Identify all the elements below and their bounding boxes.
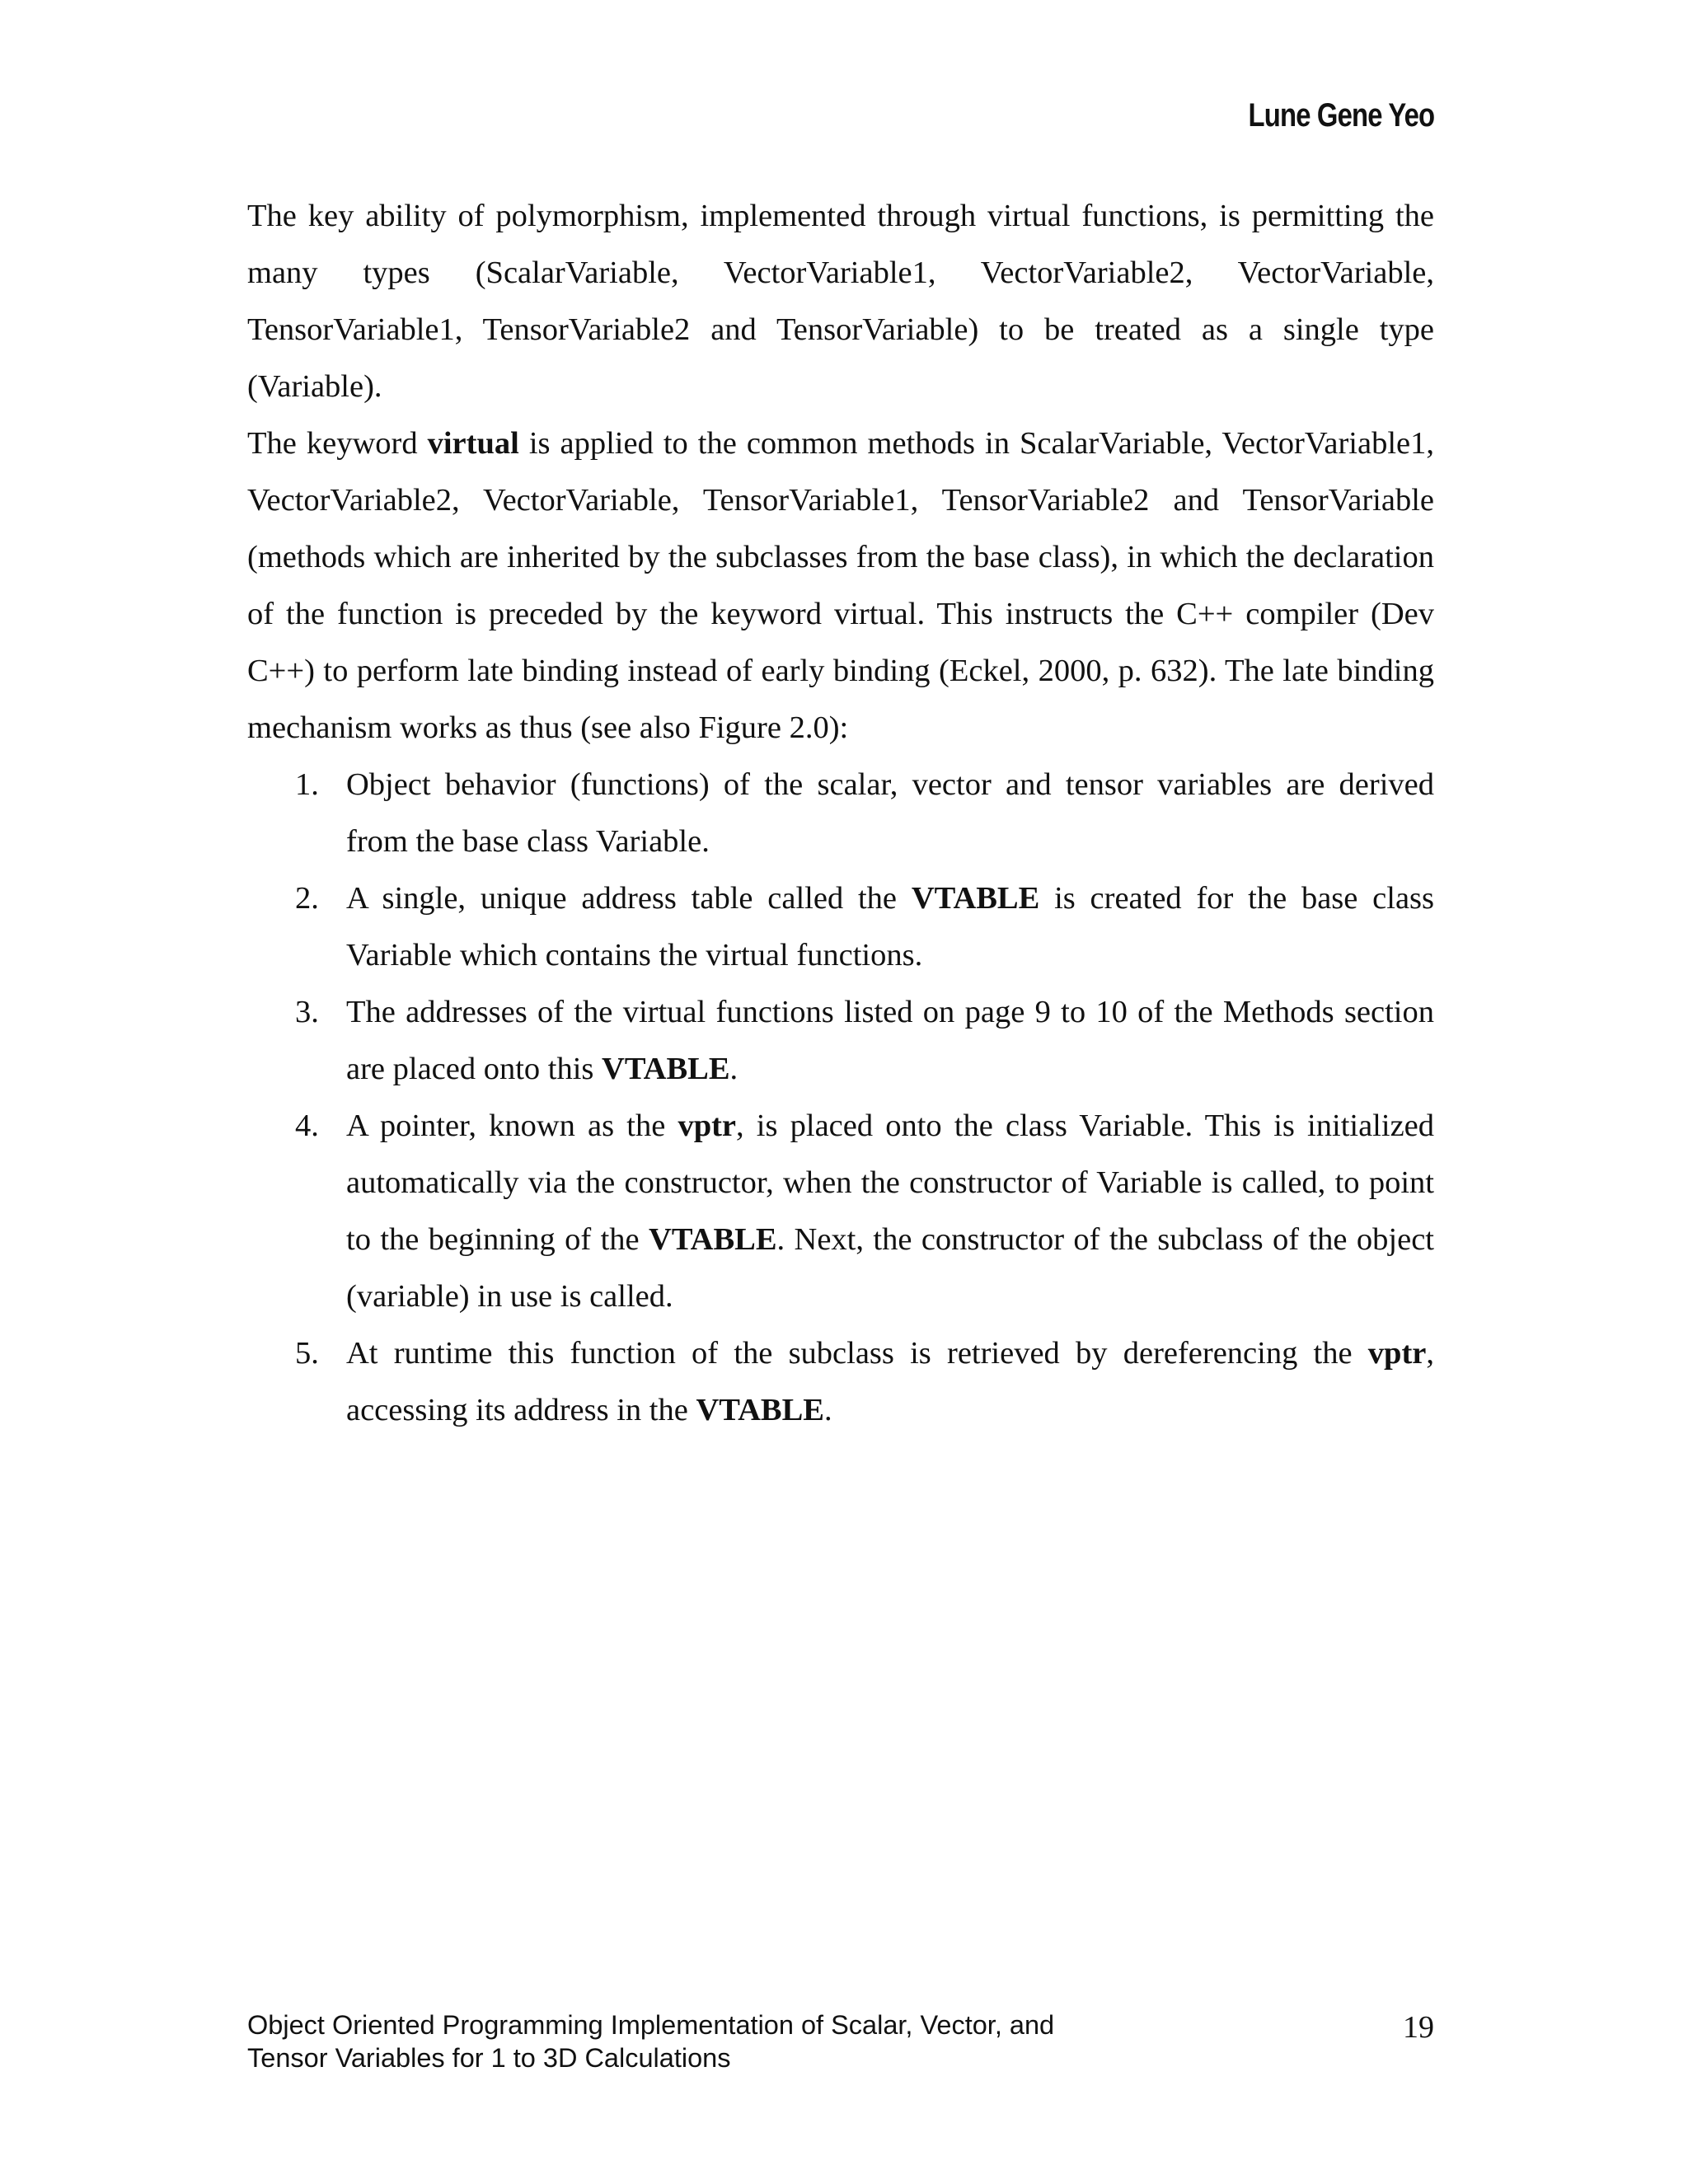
footer-title-line-2: Tensor Variables for 1 to 3D Calculations <box>247 2043 731 2073</box>
list-item <box>247 1098 1434 1325</box>
paragraph-polymorphism: The key ability of polymorphism, implemented through virtual functions, is permitting the many types (ScalarVariable, VectorVariable1, VectorVariable2, VectorVariable, TensorVariable1, TensorVariable2 and TensorVariable) to be treated as a single type (Variable). <box>247 199 1434 404</box>
list-item <box>247 757 1434 870</box>
header-author: Lune Gene Yeo <box>1248 97 1434 134</box>
list-item <box>247 870 1434 984</box>
footer-title-line-1: Object Oriented Programming Implementation of Scalar, Vector, and <box>247 2010 1055 2040</box>
keyword-virtual: virtual <box>427 426 519 461</box>
list-item-text: At runtime this function of the subclass is retrieved by dereferencing the <box>346 1336 1368 1371</box>
term-vtable: VTABLE <box>602 1052 730 1086</box>
list-item-text: The addresses of the virtual functions listed on page 9 to 10 of the Methods section are placed onto this <box>346 995 1434 1086</box>
paragraph-virtual-prefix: The keyword <box>247 426 428 461</box>
page-number: 19 <box>1403 2010 1434 2045</box>
term-vtable: VTABLE <box>911 881 1040 916</box>
term-vtable: VTABLE <box>696 1393 824 1427</box>
list-item-text: , accessing its address in the <box>346 1336 1434 1427</box>
list-item-text: A single, unique address table called the <box>346 881 912 916</box>
main-content <box>247 188 1434 1439</box>
term-vptr: vptr <box>678 1108 737 1143</box>
list-item-text: Object behavior (functions) of the scalar, vector and tensor variables are derived from the base class Variable. <box>346 767 1434 859</box>
list-item-text: . <box>823 1393 832 1427</box>
list-item-number: 4. <box>295 1108 319 1143</box>
term-vptr: vptr <box>1367 1336 1427 1371</box>
paragraph-virtual-keyword <box>247 415 1434 757</box>
footer-document-title <box>247 2008 1154 2074</box>
list-item-number: 2. <box>295 881 319 916</box>
term-vtable: VTABLE <box>649 1222 777 1257</box>
list-item-text: is created for the base class Variable which contains the virtual functions. <box>346 881 1434 972</box>
list-item-text: . <box>729 1052 738 1086</box>
list-item-text: A pointer, known as the <box>346 1108 678 1143</box>
list-item-number: 5. <box>295 1336 319 1371</box>
list-item <box>247 984 1434 1098</box>
list-item-text: , is placed onto the class Variable. This is initialized automatically via the constructor, when the constructor of Variable is called, to point to the beginning of the <box>346 1108 1434 1257</box>
list-item-number: 1. <box>295 767 319 802</box>
list-item <box>247 1325 1434 1439</box>
paragraph-virtual-suffix: is applied to the common methods in ScalarVariable, VectorVariable1, VectorVariable2, VectorVariable, TensorVariable1, TensorVariable2 and TensorVariable (methods which are inherited by the subclasses from the base class), in which the declaration of the function is preceded by the keyword virtual. This instructs the C++ compiler (Dev C++) to perform late binding instead of early binding (Eckel, 2000, p. 632). The late binding mechanism works as thus (see also Figure 2.0): <box>247 426 1434 745</box>
list-item-number: 3. <box>295 995 319 1029</box>
list-item-text: . Next, the constructor of the subclass of the object (variable) in use is called. <box>346 1222 1434 1314</box>
late-binding-steps <box>247 757 1434 1439</box>
